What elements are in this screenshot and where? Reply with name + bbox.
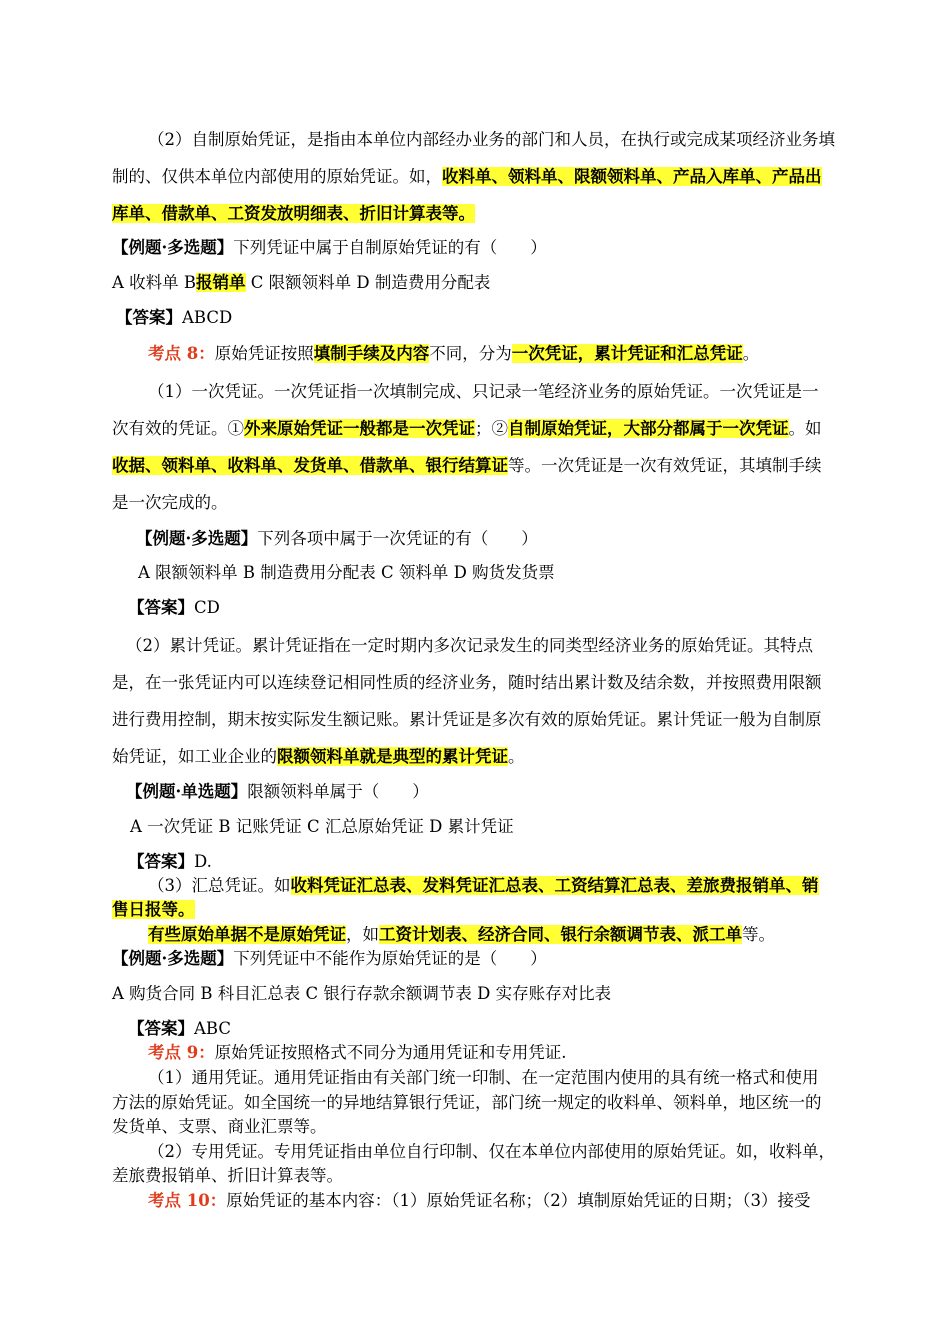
paragraph-line (112, 202, 475, 226)
paragraph-line: 是，在一张凭证内可以连续登记相同性质的经济业务，随时结出累计数及结余数，并按照费用限额 (112, 673, 822, 692)
answer-tag: 【答案】 (116, 308, 182, 327)
highlighted-text: 收据、领料单、收料单、发货单、借款单、银行结算证 (112, 456, 508, 475)
example-tag: 【例题·多选题】 (112, 238, 234, 257)
key-point-8: 考点 8：原始凭证按照填制手续及内容不同，分为一次凭证，累计凭证和汇总凭证。 (148, 344, 760, 363)
paragraph-line: 方法的原始凭证。如全国统一的异地结算银行凭证，部门统一规定的收料单、领料单，地区统一的 (112, 1093, 822, 1112)
key-point-label: 考点 10： (148, 1191, 227, 1210)
example-options: A 限额领料单 B 制造费用分配表 C 领料单 D 购货发货票 (138, 563, 555, 582)
highlighted-text: 自制原始凭证，大部分都属于一次凭证 (508, 419, 789, 438)
answer-tag: 【答案】 (128, 1019, 194, 1038)
paragraph-line: 始凭证，如工业企业的限额领料单就是典型的累计凭证。 (112, 747, 525, 766)
paragraph-line: （1）通用凭证。通用凭证指由有关部门统一印制、在一定范围内使用的具有统一格式和使用 (148, 1068, 819, 1087)
answer-line: 【答案】ABC (128, 1019, 231, 1038)
highlighted-text: 外来原始凭证一般都是一次凭证 (244, 419, 475, 438)
paragraph-line: 次有效的凭证。①外来原始凭证一般都是一次凭证；②自制原始凭证，大部分都属于一次凭证。如 (112, 419, 822, 438)
paragraph-line: 发货单、支票、商业汇票等。 (112, 1117, 327, 1136)
example-question: 【例题·单选题】限额领料单属于（ ） (126, 782, 429, 801)
key-point-label: 考点 8： (148, 344, 215, 363)
example-options: A 一次凭证 B 记账凭证 C 汇总原始凭证 D 累计凭证 (130, 817, 514, 836)
highlighted-text: 工资计划表、经济合同、银行余额调节表、派工单 (379, 925, 742, 944)
paragraph-line: 收据、领料单、收料单、发货单、借款单、银行结算证等。一次凭证是一次有效凭证，其填制手续 (112, 456, 822, 475)
answer-line: 【答案】ABCD (116, 308, 233, 327)
highlighted-text: 限额领料单就是典型的累计凭证 (277, 747, 508, 766)
example-question: 【例题·多选题】下列凭证中不能作为原始凭证的是（ ） (112, 949, 547, 968)
example-tag: 【例题·多选题】 (112, 949, 234, 968)
paragraph-line: （3）汇总凭证。如收料凭证汇总表、发料凭证汇总表、工资结算汇总表、差旅费报销单、销 (148, 876, 819, 895)
example-question: 【例题·多选题】下列各项中属于一次凭证的有（ ） (136, 529, 538, 548)
paragraph-line: 进行费用控制，期末按实际发生额记账。累计凭证是多次有效的原始凭证。累计凭证一般为自制原 (112, 710, 822, 729)
answer-line: 【答案】D. (128, 852, 212, 871)
key-point-label: 考点 9： (148, 1043, 215, 1062)
paragraph-line: 制的、仅供本单位内部使用的原始凭证。如，收料单、领料单、限额领料单、产品入库单、产品出 (112, 167, 822, 186)
example-tag: 【例题·多选题】 (136, 529, 258, 548)
highlighted-text: 收料单、领料单、限额领料单、产品入库单、产品出 (442, 167, 822, 186)
highlighted-text: 收料凭证汇总表、发料凭证汇总表、工资结算汇总表、差旅费报销单、销 (290, 876, 819, 895)
paragraph-line: （2）累计凭证。累计凭证指在一定时期内多次记录发生的同类型经济业务的原始凭证。其特点 (126, 636, 813, 655)
paragraph-line: （2）自制原始凭证，是指由本单位内部经办业务的部门和人员，在执行或完成某项经济业务填 (148, 130, 835, 149)
answer-tag: 【答案】 (128, 598, 194, 617)
highlighted-text: 填制手续及内容 (313, 344, 430, 363)
highlighted-text: 售日报等。 (112, 900, 195, 919)
key-point-9: 考点 9：原始凭证按照格式不同分为通用凭证和专用凭证. (148, 1043, 567, 1062)
example-options: A 购货合同 B 科目汇总表 C 银行存款余额调节表 D 实存账存对比表 (112, 984, 612, 1003)
answer-line: 【答案】CD (128, 598, 220, 617)
key-point-10: 考点 10：原始凭证的基本内容：（1）原始凭证名称；（2）填制原始凭证的日期；（3）接受 (148, 1191, 811, 1210)
paragraph-line: 是一次完成的。 (112, 493, 228, 512)
example-options: A 收料单 B报销单 C 限额领料单 D 制造费用分配表 (112, 273, 491, 292)
paragraph-line (112, 898, 195, 922)
highlighted-text: 一次凭证，累计凭证和汇总凭证 (511, 344, 743, 363)
example-tag: 【例题·单选题】 (126, 782, 248, 801)
highlighted-text: 有些原始单据不是原始凭证 (148, 925, 346, 944)
paragraph-line: （1）一次凭证。一次凭证指一次填制完成、只记录一笔经济业务的原始凭证。一次凭证是一 (148, 382, 819, 401)
paragraph-line: （2）专用凭证。专用凭证指由单位自行印制、仅在本单位内部使用的原始凭证。如，收料单， (148, 1142, 835, 1161)
paragraph-line: 有些原始单据不是原始凭证，如工资计划表、经济合同、银行余额调节表、派工单等。 (148, 925, 775, 944)
paragraph-line: 差旅费报销单、折旧计算表等。 (112, 1166, 343, 1185)
answer-tag: 【答案】 (128, 852, 194, 871)
highlighted-text: 库单、借款单、工资发放明细表、折旧计算表等。 (112, 204, 475, 223)
highlighted-text: 报销单 (196, 273, 246, 292)
example-question: 【例题·多选题】下列凭证中属于自制原始凭证的有（ ） (112, 238, 547, 257)
